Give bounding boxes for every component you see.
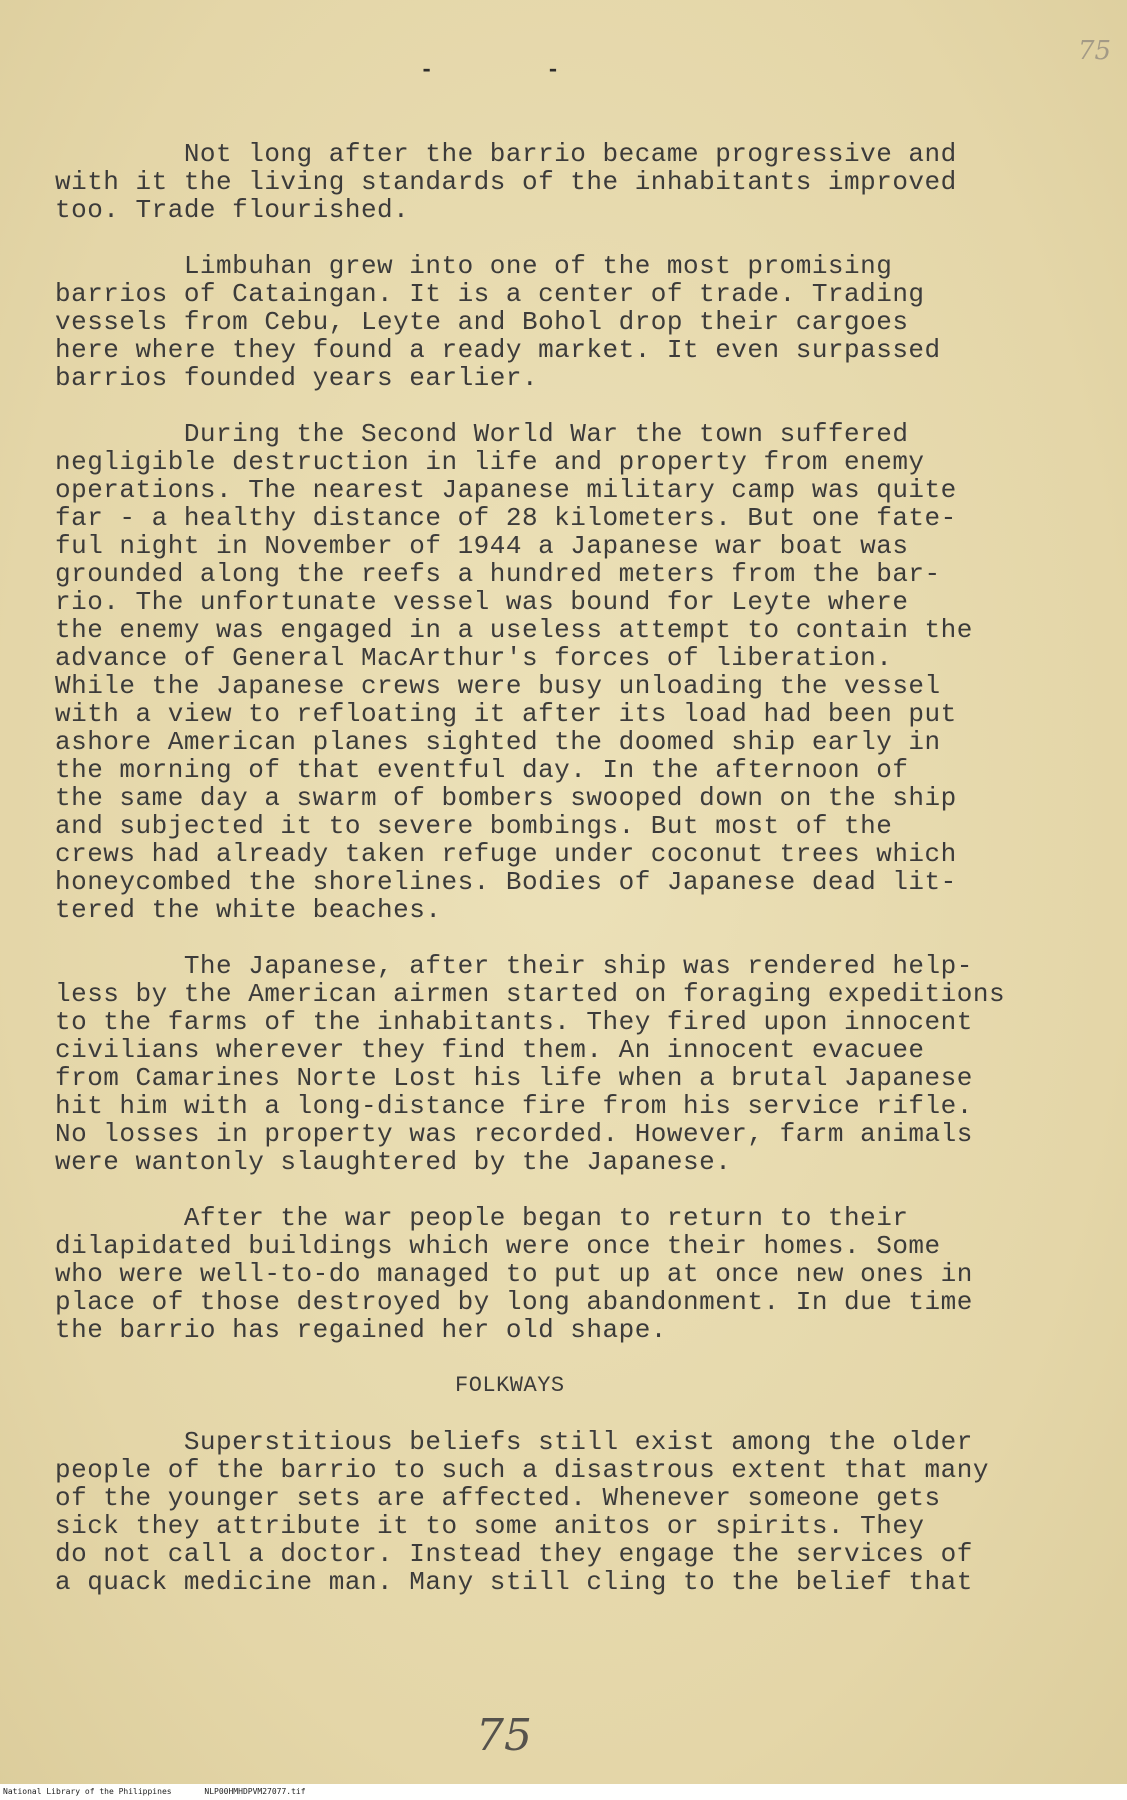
handwritten-bottom-page-number: 75 — [476, 1710, 532, 1761]
paragraph-progress — [55, 140, 1055, 224]
text-line: from Camarines Norte Lost his life when a brutal Japanese — [55, 1063, 973, 1093]
text-line: barrios of Cataingan. It is a center of trade. Trading — [55, 279, 925, 309]
text-line: operations. The nearest Japanese military camp was quite — [55, 475, 957, 505]
text-line: place of those destroyed by long abandonment. In due time — [55, 1287, 973, 1317]
text-line: ful night in November of 1944 a Japanese war boat was — [55, 531, 909, 561]
text-line: ashore American planes sighted the doomed ship early in — [55, 727, 941, 757]
text-line: Limbuhan grew into one of the most promising — [55, 251, 893, 281]
text-line: After the war people began to return to their — [55, 1203, 909, 1233]
text-line: here where they found a ready market. It even surpassed — [55, 335, 941, 365]
text-line: with a view to refloating it after its load had been put — [55, 699, 957, 729]
text-line: rio. The unfortunate vessel was bound for Leyte where — [55, 587, 909, 617]
text-line: hit him with a long-distance fire from his service rifle. — [55, 1091, 973, 1121]
text-line: advance of General MacArthur's forces of liberation. — [55, 643, 893, 673]
paragraph-japanese-foraging — [55, 952, 1055, 1176]
text-line: Superstitious beliefs still exist among the older — [55, 1427, 973, 1457]
text-line: While the Japanese crews were busy unloading the vessel — [55, 671, 941, 701]
text-line: were wantonly slaughtered by the Japanese. — [55, 1147, 732, 1177]
text-line: the barrio has regained her old shape. — [55, 1315, 667, 1345]
text-line: too. Trade flourished. — [55, 195, 410, 225]
text-line: a quack medicine man. Many still cling to the belief that — [55, 1567, 973, 1597]
paragraph-superstitions — [55, 1428, 1055, 1596]
library-credit: National Library of the Philippines — [3, 1787, 172, 1796]
text-line: dilapidated buildings which were once their homes. Some — [55, 1231, 941, 1261]
scan-footer — [0, 1784, 1127, 1800]
text-line: negligible destruction in life and property from enemy — [55, 447, 925, 477]
text-line: and subjected it to severe bombings. But most of the — [55, 811, 893, 841]
text-line: No losses in property was recorded. However, farm animals — [55, 1119, 973, 1149]
section-heading-folkways: FOLKWAYS — [455, 1373, 565, 1398]
paragraph-war — [55, 420, 1055, 924]
text-line: honeycombed the shorelines. Bodies of Japanese dead lit- — [55, 867, 957, 897]
text-line: sick they attribute it to some anitos or spirits. They — [55, 1511, 925, 1541]
text-line: During the Second World War the town suffered — [55, 419, 909, 449]
text-line: the morning of that eventful day. In the afternoon of — [55, 755, 909, 785]
paragraph-limbuhan — [55, 252, 1055, 392]
text-line: Not long after the barrio became progressive and — [55, 139, 957, 169]
text-line: grounded along the reefs a hundred meters from the bar- — [55, 559, 941, 589]
text-line: people of the barrio to such a disastrous extent that many — [55, 1455, 989, 1485]
text-line: barrios founded years earlier. — [55, 363, 539, 393]
text-line: civilians wherever they find them. An innocent evacuee — [55, 1035, 925, 1065]
text-line: vessels from Cebu, Leyte and Bohol drop their cargoes — [55, 307, 909, 337]
paragraph-after-war — [55, 1204, 1055, 1344]
text-line: of the younger sets are affected. Whenever someone gets — [55, 1483, 941, 1513]
text-line: do not call a doctor. Instead they engage the services of — [55, 1539, 973, 1569]
text-line: far - a healthy distance of 28 kilometers. But one fate- — [55, 503, 957, 533]
text-line: to the farms of the inhabitants. They fired upon innocent — [55, 1007, 973, 1037]
text-line: tered the white beaches. — [55, 895, 442, 925]
text-line: who were well-to-do managed to put up at once new ones in — [55, 1259, 973, 1289]
text-line: with it the living standards of the inhabitants improved — [55, 167, 957, 197]
scan-filename: NLP00HMHDPVM27077.tif — [204, 1787, 306, 1796]
text-line: crews had already taken refuge under coconut trees which — [55, 839, 957, 869]
document-body — [55, 140, 1055, 1624]
text-line: less by the American airmen started on foraging expeditions — [55, 979, 1006, 1009]
text-line: The Japanese, after their ship was rendered help- — [55, 951, 973, 981]
text-line: the same day a swarm of bombers swooped down on the ship — [55, 783, 957, 813]
handwritten-page-number: 75 — [1078, 36, 1112, 66]
text-line: the enemy was engaged in a useless attempt to contain the — [55, 615, 973, 645]
header-dashes: - - — [420, 58, 610, 83]
